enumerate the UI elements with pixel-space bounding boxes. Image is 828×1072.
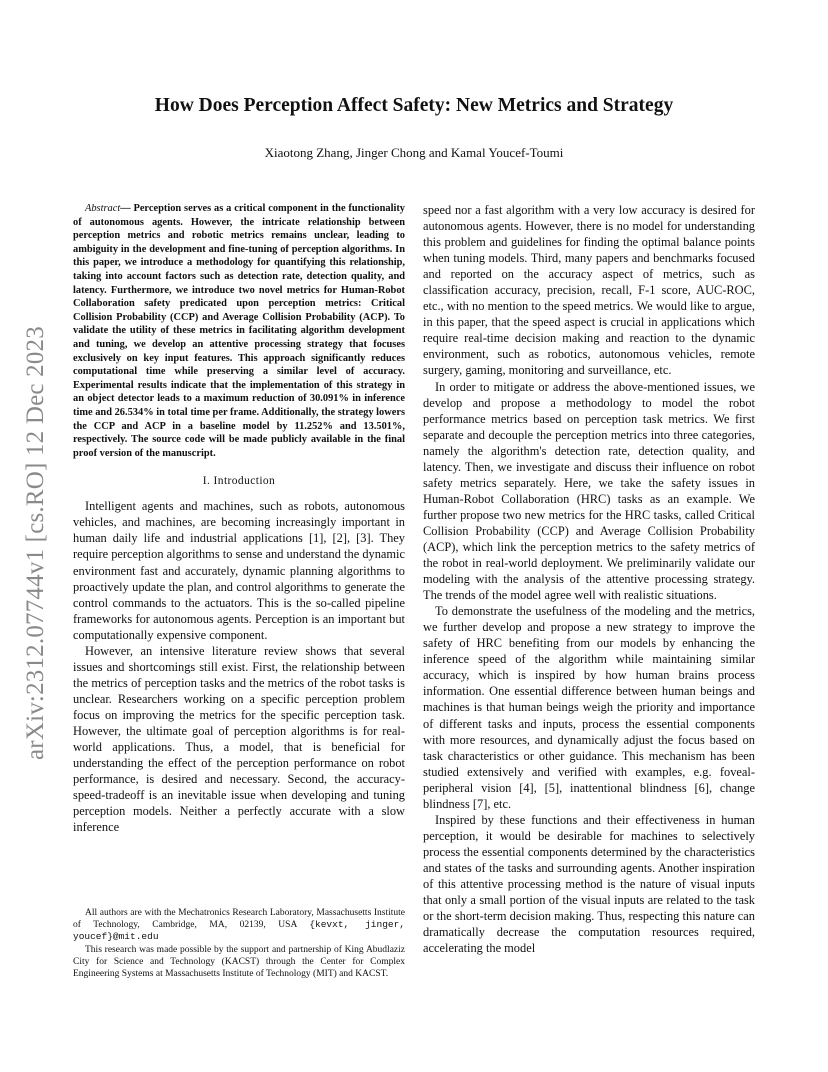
abstract-label: Abstract <box>85 203 121 214</box>
paper-authors: Xiaotong Zhang, Jinger Chong and Kamal Youcef-Toumi <box>264 145 564 160</box>
intro-paragraph: However, an intensive literature review shows that several issues and shortcomings still exist. First, the relationship between the metrics of perception tasks and the metrics of the robot tasks is unclear. Researchers working on a specific perception problem focus on improving the metrics for the specific perception task. However, the ultimate goal of perception algorithms is for real-world applications. Thus, a model, that is beneficial for understanding the effect of the perception performance on robot performance, is desired and necessary. Second, the accuracy-speed-tradeoff is an inevitable issue when developing and tuning perception models. Neither a perfectly accurate with a slow inference <box>73 643 405 835</box>
section-heading-introduction: I. Introduction <box>202 475 276 488</box>
paper-title: How Does Perception Affect Safety: New Metrics and Strategy <box>154 95 674 116</box>
abstract-body: — Perception serves as a critical component in the functionality of autonomous agents. However, the intricate relationship between perception metrics and robotic metrics remains unclear, leading to ambiguity in the development and fine-tuning of perception algorithms. In this paper, we introduce a methodology for quantifying this relationship, taking into account factors such as detection rate, detection quality, and latency. Furthermore, we introduce two novel metrics for Human-Robot Collaboration safety predicated upon perception metrics: Critical Collision Probability (CCP) and Average Collision Probability (ACP). To validate the utility of these metrics in facilitating algorithm development and tuning, we develop an attentive processing strategy that focuses exclusively on key input features. This approach significantly reduces computational time while preserving a similar level of accuracy. Experimental results indicate that the implementation of this strategy in an object detector leads to a maximum reduction of 30.091% in inference time and 26.534% in total time per frame. Additionally, the strategy lowers the CCP and ACP in a baseline model by 11.252% and 13.501%, respectively. The source code will be made publicly available in the final proof version of the manuscript. <box>73 203 405 459</box>
footnote-funding: This research was made possible by the support and partnership of King Abudlaziz City for Science and Technology (KACST) through the Center for Complex Engineering Systems at Massachusetts Institute of Technology (MIT) and KACST. <box>73 944 405 980</box>
arxiv-identifier-stamp: arXiv:2312.07744v1 [cs.RO] 12 Dec 2023 <box>22 326 49 760</box>
intro-paragraph: To demonstrate the usefulness of the modeling and the metrics, we further develop and propose a new strategy to improve the safety of HRC benefiting from our models by enhancing the inference speed of the algorithm while maintaining similar accuracy, which is inspired by how human brains process information. One essential difference between human beings and machines is that human beings weigh the priority and importance of different tasks and inputs, process the essential components with more resources, and dynamically adjust the focus based on task characteristics or other guidance. This mechanism has been studied extensively and verified with examples, e.g. foveal-peripheral vision [4], [5], inattentional blindness [6], change blindness [7], etc. <box>423 604 755 811</box>
intro-paragraph: Intelligent agents and machines, such as robots, autonomous vehicles, and machines, are becoming increasingly important in human daily life and industrial applications [1], [2], [3]. They require perception algorithms to sense and understand the dynamic environment fast and accurately, dynamic planning algorithms to proactively update the plan, and control algorithms to generate the control commands to the actuators. This is the so-called pipeline frameworks for autonomous agents. Perception is an important but computationally expensive component. <box>73 499 405 642</box>
footnote-affiliation <box>73 907 405 944</box>
intro-paragraph: Inspired by these functions and their effectiveness in human perception, it would be desirable for machines to selectively process the essential components determined by the characteristics and states of the tasks and surrounding agents. Another inspiration of this attentive processing method is the nature of visual inputs that only a small portion of the visual inputs are related to the task or the short-term decision making. Thus, respecting this nature can dramatically decrease the computation resources required, accelerating the model <box>423 812 755 956</box>
author-emails: {kevxt, jinger, youcef}@mit.edu <box>73 919 406 943</box>
abstract <box>73 202 405 460</box>
right-column <box>423 202 755 956</box>
left-column <box>73 202 405 835</box>
footnotes <box>73 907 405 980</box>
affiliation-text: All authors are with the Mechatronics Research Laboratory, Massachusetts Institute of Technology, Cambridge, MA, 02139, USA <box>73 908 405 931</box>
intro-paragraph-continued: speed nor a fast algorithm with a very low accuracy is desired for autonomous agents. However, there is no model for understanding this problem and guidelines for finding the optimal balance points when tuning models. Third, many papers and benchmarks focused and reported on the accuracy aspect of metrics, such as classification accuracy, precision, recall, F-1 score, AUC-ROC, etc., with no mention to the speed metrics. We would like to argue, in this paper, that the speed aspect is crucial in applications which require real-time decision making and reaction to the dynamic environment, such as robotics, autonomous vehicles, remote surgery, gaming, monitoring and surveillance, etc. <box>423 203 755 378</box>
intro-paragraph: In order to mitigate or address the above-mentioned issues, we develop and propose a methodology to model the robot performance metrics based on perception task metrics. We first separate and decouple the perception metrics into three categories, namely the algorithm's detection rate, detection quality, and latency. Then, we investigate and discuss their influence on robot safety metrics separately. Here, we take the safety issues in Human-Robot Collaboration (HRC) tasks as an example. We further propose two new metrics for the HRC tasks, called Critical Collision Probability (CCP) and Average Collision Probability (ACP), which link the perception metrics to the safety metrics of the robot in real-world deployment. We preliminarily validate our modeling with the analysis of the attentive processing strategy. The trends of the model agree well with realistic situations. <box>423 379 755 603</box>
